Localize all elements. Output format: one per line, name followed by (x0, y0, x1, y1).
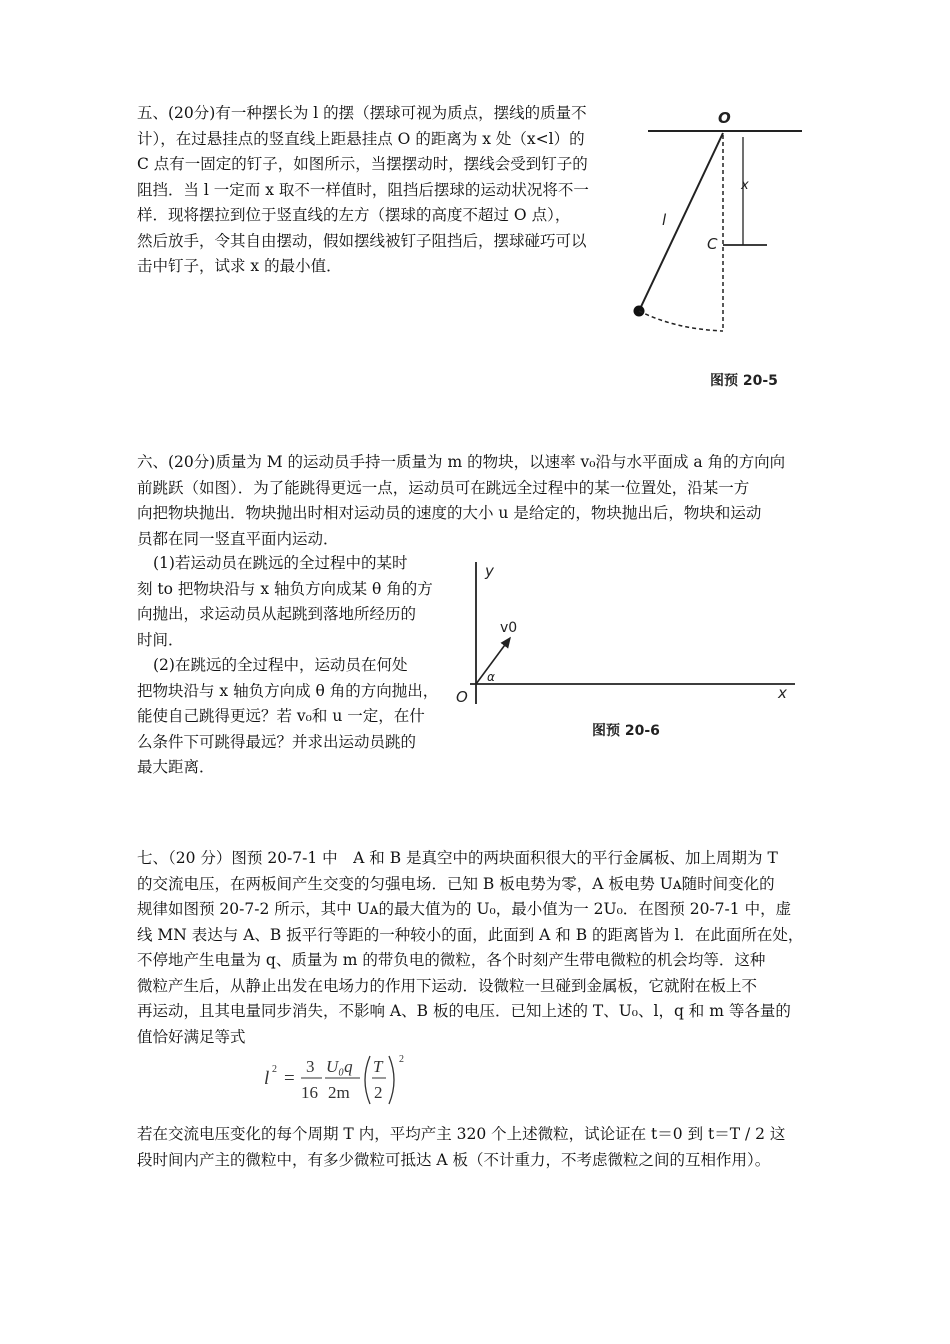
problem-7-line: 再运动，且其电量同步消失，不影响 A、B 板的电压．已知上述的 T、U₀、l，q 和 m 等各量的 (137, 1002, 791, 1020)
problem-7-tail-line: 若在交流电压变化的每个周期 T 内，平均产主 320 个上述微粒，试论证在 t＝0 到 t＝T / 2 这 (137, 1125, 786, 1143)
jump-figure (450, 556, 810, 706)
alpha-label: α (487, 670, 495, 684)
problem-6-part-line: 向抛出，求运动员从起跳到落地所经历的 (137, 605, 417, 623)
problem-6-line: 前跳跃（如图）．为了能跳得更远一点，运动员可在跳远全过程中的某一位置处，沿某一方 (137, 478, 750, 497)
fraction2-numerator: U₀q (326, 1057, 353, 1076)
problem-6-part-line: 最大距离． (137, 758, 215, 776)
pivot-label-O: O (718, 109, 731, 127)
pendulum-figure (630, 105, 810, 355)
problem-5-line: 然后放手，令其自由摆动，假如摆线被钉子阻挡后，摆球碰巧可以 (137, 231, 587, 250)
problem-7-text (137, 846, 827, 1050)
paren-exponent: 2 (399, 1054, 404, 1065)
problem-7-line: 规律如图预 20-7-2 所示，其中 Uᴀ的最大值为的 U₀，最小值为一 2U₀．在图预 20-7-1 中，虚 (137, 900, 792, 918)
fraction1-denominator: 16 (301, 1083, 318, 1102)
problem-7-tail-line: 段时间内产主的微粒中，有多少微粒可抵达 A 板（不计重力，不考虑微粒之间的互相作用）。 (137, 1150, 771, 1169)
problem-6-part-line: 么条件下可跳得最远？并求出运动员跳的 (137, 732, 417, 751)
x-axis-label: x (778, 684, 787, 702)
problem-6-part-line: 把物块沿与 x 轴负方向成 θ 角的方向抛出， (137, 681, 439, 700)
problem-6-line: 向把物块抛出．物块抛出时相对运动员的速度的大小 u 是给定的，物块抛出后，物块和运动 (137, 504, 762, 522)
y-axis-label: y (485, 562, 494, 580)
formula-equals: = (284, 1068, 295, 1089)
figure-20-5-caption: 图预 20-5 (710, 373, 778, 389)
problem-6-part-line: 时间． (137, 630, 184, 649)
fraction1-numerator: 3 (306, 1057, 315, 1076)
origin-label: O (456, 688, 468, 706)
formula-lhs: l (264, 1068, 270, 1089)
problem-5-line: 阻挡．当 l 一定而 x 取不一样值时，阻挡后摆球的运动状况将不一 (137, 180, 589, 199)
formula-lhs-exponent: 2 (272, 1064, 277, 1075)
problem-7-line: 七、（20 分）图预 20-7-1 中 A 和 B 是真空中的两块面积很大的平行金属板、加上周期为 T (137, 849, 778, 867)
problem-7-line: 线 MN 表达与 A、B 扳平行等距的一种较小的面，此面到 A 和 B 的距离皆为 l．在此面所在处， (137, 925, 804, 944)
left-paren (365, 1056, 370, 1104)
problem-6-line: 员都在同一竖直平面内运动． (137, 529, 339, 548)
pendulum-string (639, 133, 723, 311)
problem-5-line: C 点有一固定的钉子，如图所示，当摆摆动时，摆线会受到钉子的 (137, 155, 588, 173)
formula (258, 1052, 428, 1112)
fraction3-denominator: 2 (374, 1083, 383, 1102)
problem-7-tail (137, 1122, 827, 1173)
figure-20-6-caption: 图预 20-6 (592, 723, 660, 739)
problem-6-part-line: 能使自己跳得更远？若 v₀和 u 一定，在什 (137, 707, 425, 725)
problem-5-line: 计），在过悬挂点的竖直线上距悬挂点 O 的距离为 x 处（x<l）的 (137, 129, 585, 148)
problem-5-line: 五、(20分)有一种摆长为 l 的摆（摆球可视为质点，摆线的质量不 (137, 104, 587, 122)
problem-5-line: 击中钉子，试求 x 的最小值． (137, 257, 342, 275)
dimension-label-x: x (741, 178, 749, 193)
problem-7-line: 值恰好满足等式 (137, 1027, 246, 1046)
swing-arc (639, 311, 723, 331)
problem-7-line: 微粒产生后，从静止出发在电场力的作用下运动．设微粒一旦碰到金属板，它就附在板上不 (137, 976, 758, 995)
fraction2-denominator: 2m (328, 1083, 350, 1102)
v0-label: v0 (500, 620, 518, 636)
nail-label-C: C (707, 235, 718, 253)
problem-6-parts (137, 551, 457, 781)
problem-5-line: 样．现将摆拉到位于竖直线的左方（摆球的高度不超过 O 点）， (137, 206, 571, 224)
problem-7-line: 不停地产生电量为 q、质量为 m 的带负电的微粒，各个时刻产生带电微粒的机会均等．这种 (137, 951, 766, 969)
problem-5-text (137, 101, 627, 280)
problem-6-line: 六、(20分)质量为 M 的运动员手持一质量为 m 的物块，以速率 v₀沿与水平面成 a 角的方向向 (137, 453, 786, 471)
problem-6-part-line: (2)在跳远的全过程中，运动员在何处 (153, 656, 408, 674)
problem-7-line: 的交流电压，在两板间产生交变的匀强电场．已知 B 板电势为零，A 板电势 Uᴀ随时间变化的 (137, 874, 775, 893)
right-paren (389, 1056, 394, 1104)
problem-6-intro (137, 450, 817, 552)
string-label-l: l (662, 211, 667, 229)
problem-6-part-line: 刻 to 把物块沿与 x 轴负方向成某 θ 角的方 (137, 579, 433, 598)
problem-6-part-line: (1)若运动员在跳远的全过程中的某时 (153, 554, 408, 572)
fraction3-numerator: T (373, 1057, 383, 1076)
